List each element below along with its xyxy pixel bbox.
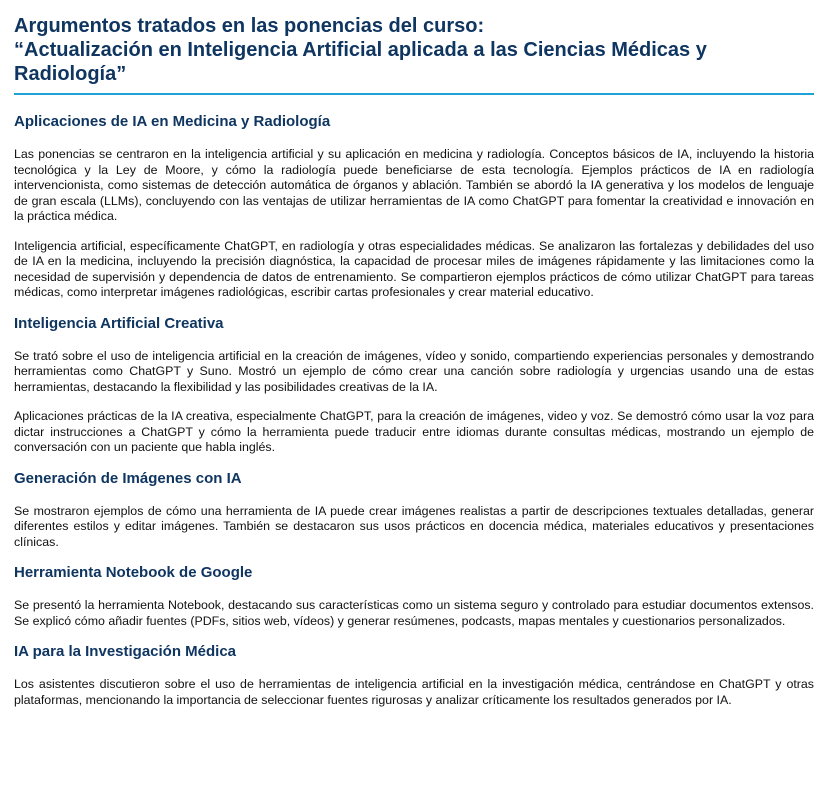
- page-title: [14, 14, 814, 86]
- section-investigacion-medica: [14, 643, 814, 708]
- page-title-line-2: “Actualización en Inteligencia Artificial aplicada a las Ciencias Médicas y Radiología”: [14, 39, 707, 85]
- paragraph: Se presentó la herramienta Notebook, destacando sus características como un sistema seguro y controlado para estudiar documentos extensos. Se explicó cómo añadir fuentes (PDFs, sitios web, vídeos) y generar resúmenes, podcasts, mapas mentales y cuestionarios personalizados.: [14, 598, 814, 628]
- section-heading: Herramienta Notebook de Google: [14, 564, 253, 581]
- paragraph: Aplicaciones prácticas de la IA creativa, especialmente ChatGPT, para la creación de imágenes, video y voz. Se demostró cómo usar la voz para dictar instrucciones a ChatGPT y cómo la herramienta puede traducir entre idiomas durante consultas médicas, mostrando un ejemplo de conversación con un paciente que habla inglés.: [14, 409, 814, 454]
- section-ia-creativa: [14, 315, 814, 456]
- section-heading: Inteligencia Artificial Creativa: [14, 314, 224, 332]
- title-divider: [14, 93, 814, 95]
- section-notebook-google: [14, 564, 814, 629]
- paragraph: Se mostraron ejemplos de cómo una herramienta de IA puede crear imágenes realistas a partir de descripciones textuales detalladas, generar diferentes estilos y editar imágenes. También se destacaron sus usos prácticos en docencia médica, materiales educativos y presentaciones clínicas.: [14, 503, 814, 549]
- paragraph: Las ponencias se centraron en la inteligencia artificial y su aplicación en medicina y radiología. Conceptos básicos de IA, incluyendo la historia tecnológica y la Ley de Moore, y cómo la radiología puede beneficiarse de esta tecnología. Ejemplos prácticos de IA en radiología intervencionista, como sistemas de detección automática de órganos y ablación. También se abordó la IA generativa y los modelos de lenguaje de gran escala (LLMs), concluyendo con las ventajas de utilizar herramientas de IA como ChatGPT para fomentar la creatividad e innovación en la práctica médica.: [14, 147, 814, 223]
- paragraph: Inteligencia artificial, específicamente ChatGPT, en radiología y otras especialidades médicas. Se analizaron las fortalezas y debilidades del uso de IA en la medicina, incluyendo la precisión diagnóstica, la capacidad de procesar miles de imágenes rápidamente y las limitaciones como la necesidad de supervisión y dependencia de datos de entrenamiento. Se compartieron ejemplos prácticos de cómo utilizar ChatGPT para tareas médicas, como interpretar imágenes radiológicas, escribir cartas profesionales y crear material educativo.: [14, 238, 814, 299]
- section-generacion-imagenes: [14, 470, 814, 551]
- paragraph: Se trató sobre el uso de inteligencia artificial en la creación de imágenes, vídeo y sonido, compartiendo experiencias personales y demostrando herramientas como ChatGPT y Suno. Mostró un ejemplo de cómo crear una canción sobre radiología y urgencias usando una de estas herramientas, destacando la flexibilidad y las posibilidades creativas de la IA.: [14, 348, 814, 394]
- section-heading: Aplicaciones de IA en Medicina y Radiología: [14, 113, 331, 130]
- section-ia-medicina-radiologia: [14, 113, 814, 301]
- page-title-line-1: Argumentos tratados en las ponencias del curso:: [14, 15, 485, 37]
- section-heading: IA para la Investigación Médica: [14, 643, 237, 660]
- paragraph: Los asistentes discutieron sobre el uso de herramientas de inteligencia artificial en la investigación médica, centrándose en ChatGPT y otras plataformas, mencionando la importancia de seleccionar fuentes rigurosas y analizar críticamente los resultados generados por IA.: [14, 677, 814, 707]
- section-heading: Generación de Imágenes con IA: [14, 469, 242, 487]
